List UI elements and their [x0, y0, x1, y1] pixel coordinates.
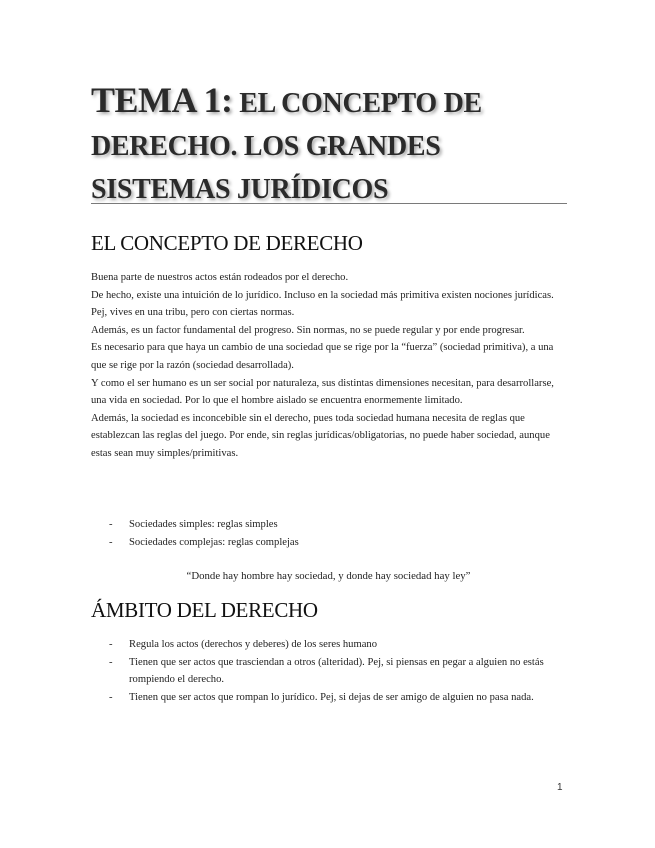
title-rest: EL CONCEPTO DE DERECHO. LOS GRANDES SISTEMAS JURÍDICOS: [91, 88, 482, 205]
list-marker: -: [109, 519, 113, 530]
paragraph: Además, es un factor fundamental del progreso. Sin normas, no se puede regular y por ende progresar.: [91, 324, 525, 336]
list-item: [109, 516, 569, 534]
quote: “Donde hay hombre hay sociedad, y donde hay sociedad hay ley”: [186, 570, 471, 582]
list-item-text: Regula los actos (derechos y deberes) de los seres humano: [129, 639, 377, 650]
list-item-text: Sociedades complejas: reglas complejas: [129, 536, 299, 548]
list-item: [109, 636, 569, 654]
paragraph: Y como el ser humano es un ser social por naturaleza, sus distintas dimensiones necesitan, para desarrollarse, una vida en sociedad. Por lo que el hombre aislado se encuentra enormemente limitado.: [91, 377, 554, 407]
document-title: [91, 80, 571, 210]
list-item: [109, 654, 569, 689]
list-item-text: Sociedades simples: reglas simples: [129, 519, 278, 530]
list-marker: -: [109, 691, 113, 703]
section-body-concepto: [91, 269, 566, 463]
page-number: 1: [557, 782, 563, 793]
paragraph: Además, la sociedad es inconcebible sin el derecho, pues toda sociedad humana necesita de reglas que establezcan las reglas del juego. Por ende, sin reglas jurídicas/obligatorias, no puede haber sociedad, aunque estas sean muy simples/primitivas.: [91, 412, 550, 459]
list-item-text: Tienen que ser actos que trasciendan a otros (alteridad). Pej, si piensas en pegar a alguien no estás rompiendo el derecho.: [129, 656, 544, 686]
paragraph: Buena parte de nuestros actos están rodeados por el derecho.: [91, 272, 349, 283]
bullet-list-sociedades: [109, 516, 569, 551]
list-marker: -: [109, 656, 113, 668]
list-marker: -: [109, 536, 113, 548]
section-heading-ambito: ÁMBITO DEL DERECHO: [91, 598, 318, 622]
paragraph: Es necesario para que haya un cambio de una sociedad que se rige por la “fuerza” (sociedad primitiva), a una que se rige por la razón (sociedad desarrollada).: [91, 342, 554, 371]
paragraph: De hecho, existe una intuición de lo jurídico. Incluso en la sociedad más primitiva existen nociones jurídicas. Pej, vives en una tribu, pero con ciertas normas.: [91, 289, 554, 319]
list-item: [109, 689, 569, 707]
title-lead: TEMA 1:: [91, 80, 233, 120]
list-item: [109, 534, 569, 552]
bullet-list-ambito: [109, 636, 569, 706]
list-marker: -: [109, 639, 113, 650]
section-heading-concepto: EL CONCEPTO DE DERECHO: [91, 231, 363, 255]
title-divider: [91, 203, 567, 204]
list-item-text: Tienen que ser actos que rompan lo jurídico. Pej, si dejas de ser amigo de alguien no pasa nada.: [129, 691, 534, 703]
